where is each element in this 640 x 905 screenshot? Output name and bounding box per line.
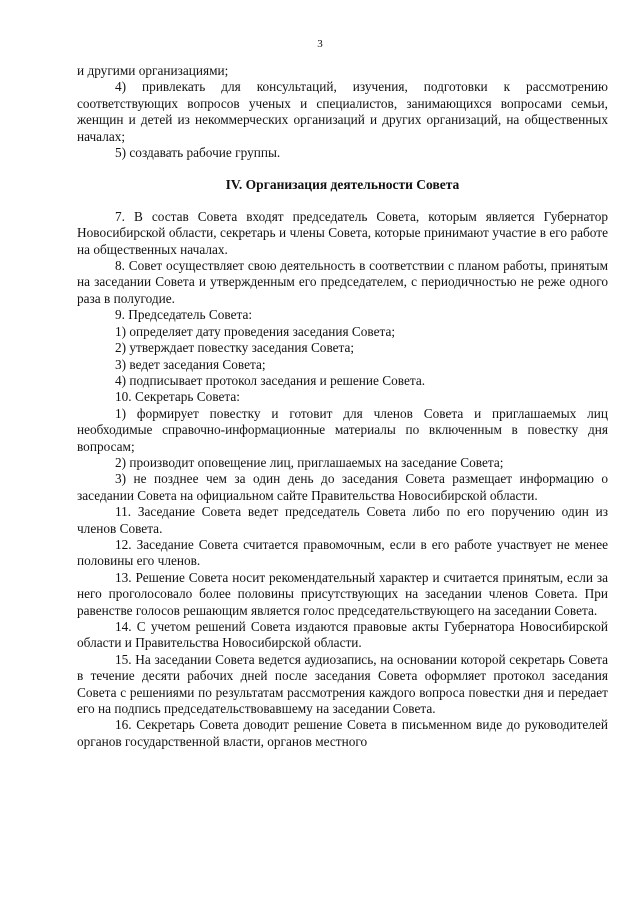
document-body xyxy=(77,63,608,750)
paragraph: 1) определяет дату проведения заседания Совета; xyxy=(115,323,396,339)
paragraphs-before-heading xyxy=(77,63,608,161)
paragraphs-after-heading xyxy=(77,209,608,750)
paragraph: 8. Совет осуществляет свою деятельность в соответствии с планом работы, принятым на заседании Совета и утвержденным его председателем, с периодичностью не реже одного раза в полугодие. xyxy=(77,258,608,306)
paragraph: 14. С учетом решений Совета издаются правовые акты Губернатора Новосибирской области и Правительства Новосибирской области. xyxy=(77,619,608,651)
paragraph: 7. В состав Совета входят председатель Совета, которым является Губернатор Новосибирской области, секретарь и члены Совета, которые принимают участие в его работе на общественных началах. xyxy=(77,208,608,257)
paragraph: 3) не позднее чем за один день до заседания Совета размещает информацию о заседании Совета на официальном сайте Правительства Новосибирской области. xyxy=(77,471,608,503)
paragraph: 9. Председатель Совета: xyxy=(115,307,253,323)
paragraph: 12. Заседание Совета считается правомочным, если в его работе участвует не менее половины его членов. xyxy=(77,536,608,569)
paragraph: 15. На заседании Совета ведется аудиозапись, на основании которой секретарь Совета в течение десяти рабочих дней после заседания Совета оформляет протокол заседания Совета с решениями по результатам рассмотрения каждого вопроса повестки дня и передает его на подпись председательствовавшему на заседании Совета. xyxy=(77,651,608,717)
paragraph: 4) подписывает протокол заседания и решение Совета. xyxy=(115,372,426,388)
paragraph: 1) формирует повестку и готовит для членов Совета и приглашаемых лиц необходимые справочно-информационные материалы по включенным в повестку дня вопросам; xyxy=(77,405,608,454)
paragraph: 2) производит оповещение лиц, приглашаемых на заседание Совета; xyxy=(115,454,504,470)
section-heading: IV. Организация деятельности Совета xyxy=(225,177,460,193)
paragraph: 4) привлекать для консультаций, изучения, подготовки к рассмотрению соответствующих вопросов ученых и специалистов, занимающихся вопросами семьи, женщин и детей из некоммерческих организаций и других организаций, на общественных началах; xyxy=(77,79,608,144)
paragraph: 3) ведет заседания Совета; xyxy=(115,356,266,372)
paragraph: и другими организациями; xyxy=(77,63,229,78)
paragraph: 10. Секретарь Совета: xyxy=(115,389,240,405)
paragraph: 2) утверждает повестку заседания Совета; xyxy=(115,340,355,356)
page-number: 3 xyxy=(317,38,323,50)
paragraph: 16. Секретарь Совета доводит решение Совета в письменном виде до руководителей органов государственной власти, органов местного xyxy=(77,717,608,749)
paragraph: 13. Решение Совета носит рекомендательный характер и считается принятым, если за него проголосовало более половины присутствующих на заседании членов Совета. При равенстве голосов решающим является голос председательствующего на заседании Совета. xyxy=(77,569,608,618)
paragraph: 11. Заседание Совета ведет председатель Совета либо по его поручению один из членов Совета. xyxy=(77,504,608,536)
paragraph: 5) создавать рабочие группы. xyxy=(115,145,281,161)
